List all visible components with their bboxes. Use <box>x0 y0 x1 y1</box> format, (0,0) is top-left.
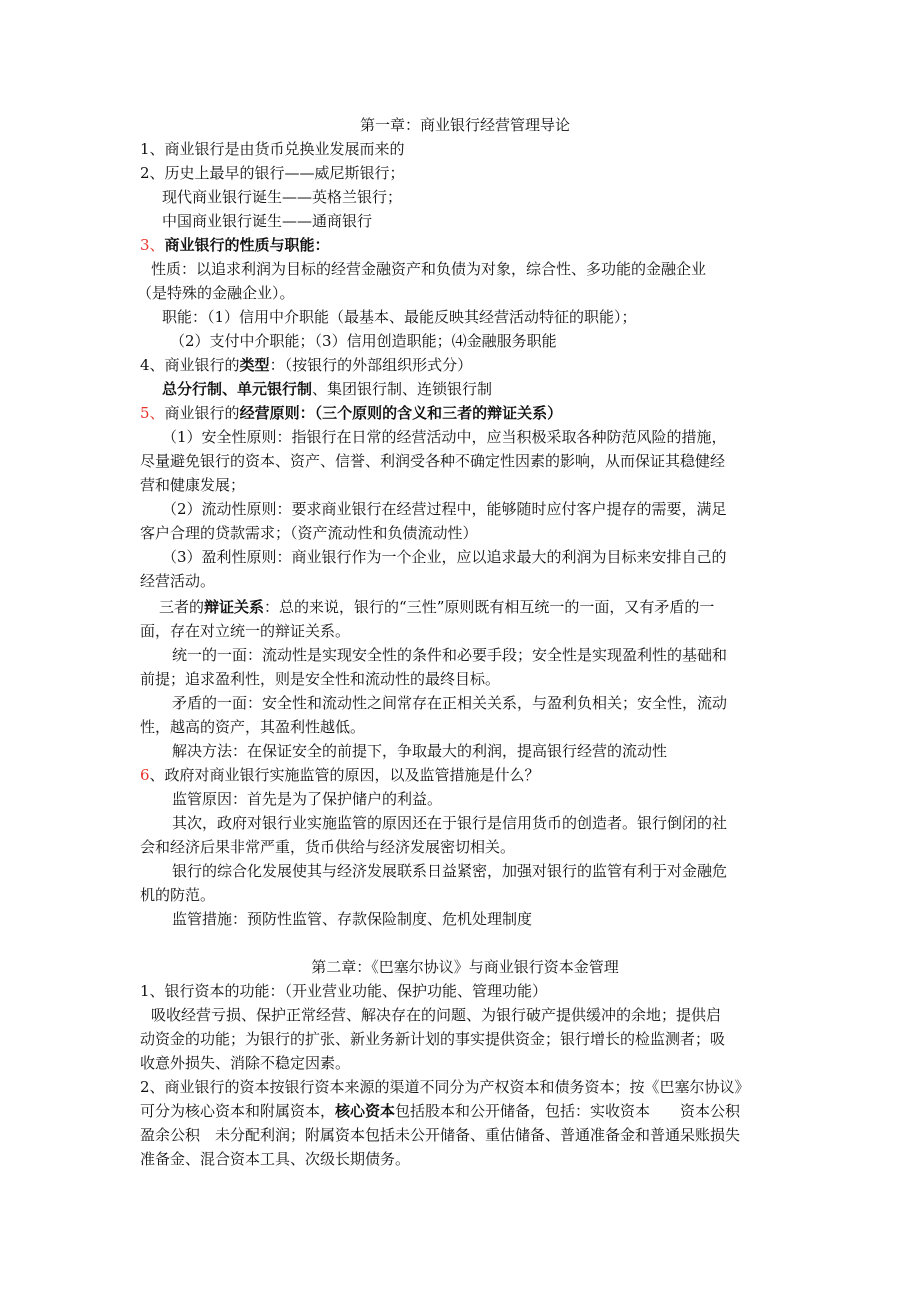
c2-line-3: 动资金的功能；为银行的扩张、新业务新计划的事实提供资金；银行增长的检监测者；吸 <box>140 1030 726 1048</box>
c1-line-13: （1）安全性原则：指银行在日常的经营活动中，应当积极采取各种防范风险的措施， <box>162 428 727 446</box>
section-number: 6 <box>140 766 150 784</box>
c2-line-4: 收意外损失、消除不稳定因素。 <box>140 1054 351 1072</box>
plain-text: 可分为核心资本和附属资本， <box>140 1102 336 1120</box>
c1-line-24: 矛盾的一面：安全性和流动性之间常存在正相关关系，与盈利负相关；安全性，流动 <box>172 694 728 712</box>
c2-line-5: 2、商业银行的资本按银行资本来源的渠道不同分为产权资本和债务资本；按《巴塞尔协议》 <box>140 1078 750 1096</box>
plain-text: 包括股本和公开储备，包括：实收资本 资本公积 <box>395 1102 741 1120</box>
c1-line-26: 解决方法：在保证安全的前提下，争取最大的利润，提高银行经营的流动性 <box>172 742 668 760</box>
heading-bold: 经营原则：（三个原则的含义和三者的辩证关系） <box>239 404 563 422</box>
c1-line-16: （2）流动性原则：要求商业银行在经营过程中，能够随时应付客户提存的需要，满足 <box>162 500 727 518</box>
c1-line-4: 中国商业银行诞生——通商银行 <box>162 212 373 230</box>
c1-line-25: 性，越高的资产，其盈利性越低。 <box>140 718 366 736</box>
c1-line-17: 客户合理的贷款需求；（资产流动性和负债流动性） <box>140 524 478 542</box>
c1-line-6: 性质：以追求利润为目标的经营金融资产和负债为对象，综合性、多功能的金融企业 <box>151 260 707 278</box>
c1-line-9: （2）支付中介职能；（3）信用创造职能；⑷金融服务职能 <box>170 332 557 350</box>
c1-line-1: 1、商业银行是由货币兑换业发展而来的 <box>140 140 405 158</box>
c1-line-22: 统一的一面：流动性是实现安全性的条件和必要手段；安全性是实现盈利性的基础和 <box>172 646 728 664</box>
heading-bold: 类型 <box>239 356 270 374</box>
c1-line-20 <box>159 595 809 619</box>
c1-line-31: 银行的综合化发展使其与经济发展联系日益紧密，加强对银行的监管有利于对金融危 <box>172 862 728 880</box>
c1-section-6-heading <box>140 763 790 787</box>
c2-line-8: 准备金、混合资本工具、次级长期债务。 <box>140 1150 411 1168</box>
c1-line-23: 前提；追求盈利性，则是安全性和流动性的最终目标。 <box>140 670 501 688</box>
c1-line-14: 尽量避免银行的资本、资产、信誉、利润受各种不确定性因素的影响，从而保证其稳健经 <box>140 452 726 470</box>
c1-line-30: 会和经济后果非常严重，货币供给与经济发展密切相关。 <box>140 838 516 856</box>
chapter2-title: 第二章：《巴塞尔协议》与商业银行资本金管理 <box>311 958 619 976</box>
c1-line-32: 机的防范。 <box>140 886 216 904</box>
chapter1-title: 第一章：商业银行经营管理导论 <box>359 116 570 134</box>
c1-line-28: 监管原因：首先是为了保护储户的利益。 <box>172 790 443 808</box>
c1-line-29: 其次，政府对银行业实施监管的原因还在于银行是信用货币的创造者。银行倒闭的社 <box>172 814 728 832</box>
c1-line-7: （是特殊的金融企业）。 <box>137 284 295 302</box>
c1-line-18: （3）盈利性原则：商业银行作为一个企业，应以追求最大的利润为目标来安排自己的 <box>162 548 727 566</box>
heading-part: 4、商业银行的 <box>140 356 240 374</box>
c2-line-1: 1、银行资本的功能：（开业营业功能、保护功能、管理功能） <box>140 982 548 1000</box>
heading-part: ：（按银行的外部组织形式分） <box>269 356 473 374</box>
section-heading: 商业银行的性质与职能： <box>164 236 330 254</box>
heading-text: 、政府对商业银行实施监管的原因，以及监管措施是什么？ <box>149 766 540 784</box>
c1-line-8: 职能：（1）信用中介职能（最基本、最能反映其经营活动特征的职能）； <box>162 308 637 326</box>
heading-part: 商业银行的 <box>164 404 240 422</box>
c1-line-2: 2、历史上最早的银行——威尼斯银行； <box>140 164 405 182</box>
c2-line-7: 盈余公积 未分配利润；附属资本包括未公开储备、重估储备、普通准备金和普通呆账损失 <box>140 1126 741 1144</box>
c1-line-11 <box>162 377 812 401</box>
c1-line-3: 现代商业银行诞生——英格兰银行； <box>162 188 403 206</box>
c1-line-21: 面，存在对立统一的辩证关系。 <box>140 622 351 640</box>
c1-line-19: 经营活动。 <box>140 572 216 590</box>
bold-text: 总分行制、单元银行制 <box>162 380 313 398</box>
c1-line-15: 营和健康发展； <box>140 476 246 494</box>
c1-section-3-heading <box>140 233 790 257</box>
c2-line-6 <box>140 1099 790 1123</box>
c1-line-33: 监管措施：预防性监管、存款保险制度、危机处理制度 <box>172 910 533 928</box>
plain-text: 、集团银行制、连锁银行制 <box>312 380 493 398</box>
plain-text: ：总的来说，银行的“三性”原则既有相互统一的一面，又有矛盾的一 <box>264 598 715 616</box>
c1-section-4-heading <box>140 353 790 377</box>
bold-text: 核心资本 <box>335 1102 396 1120</box>
plain-text: 三者的 <box>159 598 205 616</box>
bold-text: 辩证关系 <box>204 598 265 616</box>
c2-line-2: 吸收经营亏损、保护正常经营、解决存在的问题、为银行破产提供缓冲的余地；提供启 <box>151 1006 722 1024</box>
section-number: 3、 <box>140 236 165 254</box>
c1-section-5-heading <box>140 401 790 425</box>
section-number: 5、 <box>140 404 165 422</box>
